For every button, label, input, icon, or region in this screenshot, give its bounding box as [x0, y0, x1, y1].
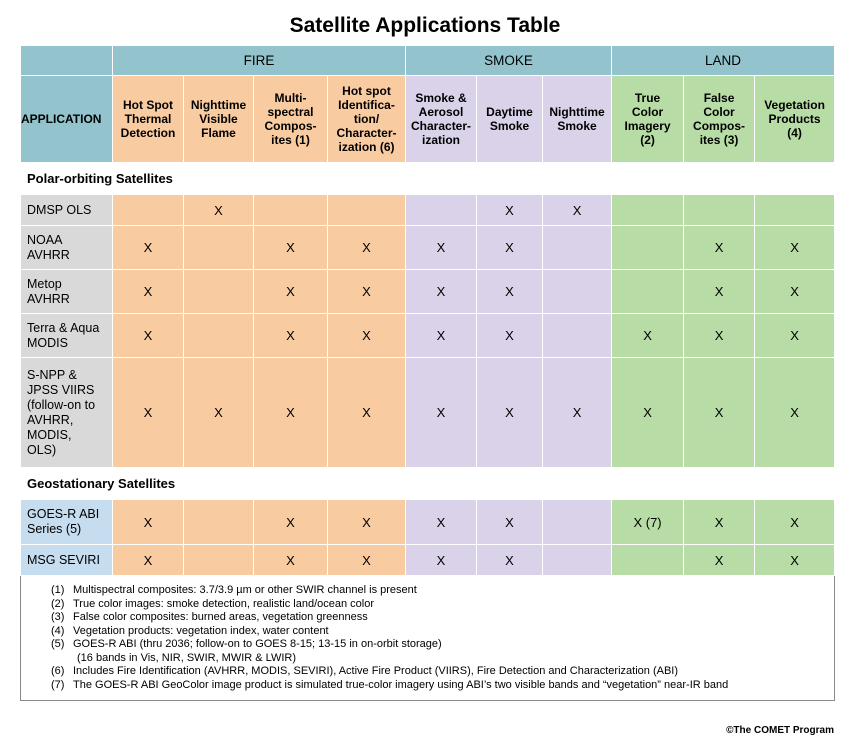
footnote [51, 611, 834, 625]
footnote-number: (6) [51, 665, 65, 677]
header-line: Smoke [489, 119, 530, 133]
satellite-name [21, 270, 113, 314]
capability-cell: X [254, 358, 328, 468]
capability-cell: X [113, 270, 184, 314]
header-line: False [703, 91, 735, 105]
satellite-name [21, 545, 113, 576]
footnote-text: Multispectral composites: 3.7/3.9 µm or other SWIR channel is present [73, 584, 417, 596]
capability-cell: X [684, 226, 755, 270]
footnote-text: The GOES-R ABI GeoColor image product is simulated true-color imagery using ABI’s two visible bands and “vegetation” near-IR band [73, 678, 729, 691]
capability-cell [612, 545, 684, 576]
capability-cell [612, 270, 684, 314]
capability-cell: X [113, 358, 184, 468]
capability-cell: X [477, 500, 543, 545]
capability-cell: X [113, 545, 184, 576]
header-line: Multi- [274, 91, 307, 105]
header-line: Compos- [693, 119, 746, 133]
capability-cell: X [684, 545, 755, 576]
footnote [51, 652, 834, 666]
capability-cell: X [477, 270, 543, 314]
col-false-color [684, 76, 755, 163]
capability-cell: X [755, 500, 835, 545]
footnotes [21, 576, 835, 701]
header-line: (2) [640, 133, 655, 147]
capability-cell: X [755, 545, 835, 576]
header-line: Hot Spot [123, 98, 173, 112]
satellite-name-line: JPSS VIIRS [27, 382, 95, 397]
header-line: Color [631, 105, 664, 119]
satellite-name-line: AVHRR, [27, 412, 74, 427]
footnote-text: False color composites: burned areas, vegetation greenness [73, 611, 368, 623]
capability-cell: X [406, 545, 477, 576]
capability-cell [543, 545, 612, 576]
capability-cell: X [755, 270, 835, 314]
table-row [21, 226, 835, 270]
footnote [51, 638, 834, 652]
capability-cell: X [755, 226, 835, 270]
satellite-name-line: (follow-on to [27, 397, 96, 412]
footnote-number: (1) [51, 584, 65, 596]
corner-cell [21, 46, 113, 76]
footnote-text: True color images: smoke detection, realistic land/ocean color [73, 597, 375, 610]
section-polar: Polar-orbiting Satellites [21, 163, 835, 195]
capability-cell [406, 195, 477, 226]
satellite-name-line: Terra & Aqua [27, 320, 100, 335]
capability-cell [184, 270, 254, 314]
footnote-number: (4) [51, 624, 65, 637]
capability-cell: X [328, 314, 406, 358]
satellite-name-line: MSG SEVIRI [27, 552, 100, 567]
header-line: Compos- [264, 119, 317, 133]
header-line: Hot spot [342, 84, 391, 98]
header-line: ites (3) [699, 133, 739, 147]
capability-cell [684, 195, 755, 226]
capability-cell [184, 500, 254, 545]
col-nighttime-visible-flame [184, 76, 254, 163]
header-line: Flame [201, 126, 236, 140]
section-geo: Geostationary Satellites [21, 468, 835, 500]
satellite-name-line: MODIS, [27, 427, 72, 442]
satellite-name-line: DMSP OLS [27, 202, 92, 217]
capability-cell: X [477, 358, 543, 468]
header-line: Smoke & [415, 91, 467, 105]
header-line: Imagery [624, 119, 671, 133]
capability-cell: X [684, 500, 755, 545]
capability-cell: X [254, 545, 328, 576]
capability-cell [543, 226, 612, 270]
header-line: Thermal [124, 112, 172, 126]
col-hot-spot-identification [328, 76, 406, 163]
satellite-name-line: Metop [27, 276, 62, 291]
capability-cell [328, 195, 406, 226]
satellite-name [21, 226, 113, 270]
header-line: tion/ [353, 112, 380, 126]
satellite-name-line: S-NPP & [27, 367, 77, 382]
col-hot-spot-thermal [113, 76, 184, 163]
footnote-text: GOES-R ABI (thru 2036; follow-on to GOES 8-15; 13-15 in on-orbit storage) [73, 638, 442, 650]
capability-cell [543, 314, 612, 358]
capability-cell: X [477, 314, 543, 358]
header-line: Daytime [486, 105, 533, 119]
capability-cell: X [543, 195, 612, 226]
col-multispectral-composites [254, 76, 328, 163]
capability-cell: X [543, 358, 612, 468]
satellite-name-line: Series (5) [27, 522, 82, 536]
table-row [21, 314, 835, 358]
header-line: Smoke [557, 119, 597, 133]
header-line: ites (1) [271, 133, 310, 147]
header-line: ization (6) [338, 140, 395, 154]
page-title: Satellite Applications Table [289, 14, 561, 37]
capability-cell [113, 195, 184, 226]
capability-cell [184, 314, 254, 358]
capability-cell: X [406, 314, 477, 358]
group-land: LAND [612, 46, 835, 76]
satellite-name-line: GOES-R ABI [27, 507, 100, 521]
capability-cell: X [328, 270, 406, 314]
header-line: Vegetation [764, 98, 825, 112]
header-line: (4) [787, 126, 802, 140]
header-line: Nighttime [549, 105, 605, 119]
capability-cell: X [477, 226, 543, 270]
capability-cell: X [328, 226, 406, 270]
group-smoke: SMOKE [406, 46, 612, 76]
capability-cell [612, 195, 684, 226]
applications-table [20, 45, 835, 701]
group-fire: FIRE [113, 46, 406, 76]
header-line: Visible [199, 112, 238, 126]
footnote [51, 679, 834, 693]
footnote-number: (7) [51, 678, 65, 691]
capability-cell [254, 195, 328, 226]
satellite-name [21, 314, 113, 358]
header-line: Aerosol [418, 105, 464, 119]
capability-cell: X [755, 358, 835, 468]
footnote [51, 665, 834, 679]
table-row [21, 270, 835, 314]
header-line: Products [768, 112, 821, 126]
footnote-text: Vegetation products: vegetation index, water content [73, 624, 329, 637]
capability-cell: X [254, 314, 328, 358]
capability-cell: X [113, 314, 184, 358]
capability-cell: X [684, 270, 755, 314]
capability-cell: X [477, 545, 543, 576]
satellite-name [21, 195, 113, 226]
capability-cell: X [113, 500, 184, 545]
footnote-number: (3) [51, 611, 65, 623]
satellite-name-line: AVHRR [27, 291, 70, 306]
capability-cell: X [113, 226, 184, 270]
col-true-color [612, 76, 684, 163]
capability-cell: X [406, 358, 477, 468]
footnote-text: Includes Fire Identification (AVHRR, MODIS, SEVIRI), Active Fire Product (VIIRS), Fire Detection and Characterization (ABI) [73, 665, 678, 677]
satellite-name-line: MODIS [27, 335, 68, 350]
header-line: Nighttime [190, 98, 247, 112]
capability-cell: X [612, 358, 684, 468]
footnote-number: (5) [51, 638, 65, 650]
footnote-text: (16 bands in Vis, NIR, SWIR, MWIR & LWIR) [77, 651, 297, 664]
table-row [21, 500, 835, 545]
header-line: True [634, 91, 661, 105]
capability-cell: X [477, 195, 543, 226]
col-smoke-aerosol [406, 76, 477, 163]
table-row [21, 195, 835, 226]
satellite-name [21, 500, 113, 545]
capability-cell: X [328, 358, 406, 468]
capability-cell: X [684, 358, 755, 468]
capability-cell [184, 226, 254, 270]
capability-cell [612, 226, 684, 270]
capability-cell: X [254, 500, 328, 545]
header-line: ization [422, 133, 461, 147]
capability-cell: X (7) [612, 500, 684, 545]
capability-cell: X [684, 314, 755, 358]
capability-cell [543, 270, 612, 314]
capability-cell [184, 545, 254, 576]
header-line: Character- [336, 126, 397, 140]
capability-cell: X [254, 270, 328, 314]
capability-cell: X [612, 314, 684, 358]
header-line: Color [703, 105, 735, 119]
table-row [21, 358, 835, 468]
col-vegetation-products [755, 76, 835, 163]
satellite-name-line: AVHRR [27, 247, 70, 262]
satellite-name-line: NOAA [27, 232, 63, 247]
header-line: Character- [411, 119, 472, 133]
footnote [51, 598, 834, 612]
col-application: APPLICATION [21, 76, 113, 163]
footnote-number: (2) [51, 597, 65, 610]
footnotes-list [51, 584, 834, 692]
capability-cell [543, 500, 612, 545]
capability-cell: X [755, 314, 835, 358]
footnote [51, 625, 834, 639]
capability-cell: X [406, 226, 477, 270]
capability-cell [755, 195, 835, 226]
capability-cell: X [184, 195, 254, 226]
footnote [51, 584, 834, 598]
header-line: spectral [267, 105, 314, 119]
header-line: Detection [120, 126, 176, 140]
capability-cell: X [184, 358, 254, 468]
copyright: ©The COMET Program [726, 725, 834, 736]
capability-cell: X [406, 500, 477, 545]
satellite-name [21, 358, 113, 468]
capability-cell: X [328, 545, 406, 576]
col-nighttime-smoke [543, 76, 612, 163]
table-row [21, 545, 835, 576]
capability-cell: X [328, 500, 406, 545]
satellite-name-line: OLS) [27, 442, 57, 457]
header-line: Identifica- [338, 98, 395, 112]
col-daytime-smoke [477, 76, 543, 163]
capability-cell: X [254, 226, 328, 270]
capability-cell: X [406, 270, 477, 314]
